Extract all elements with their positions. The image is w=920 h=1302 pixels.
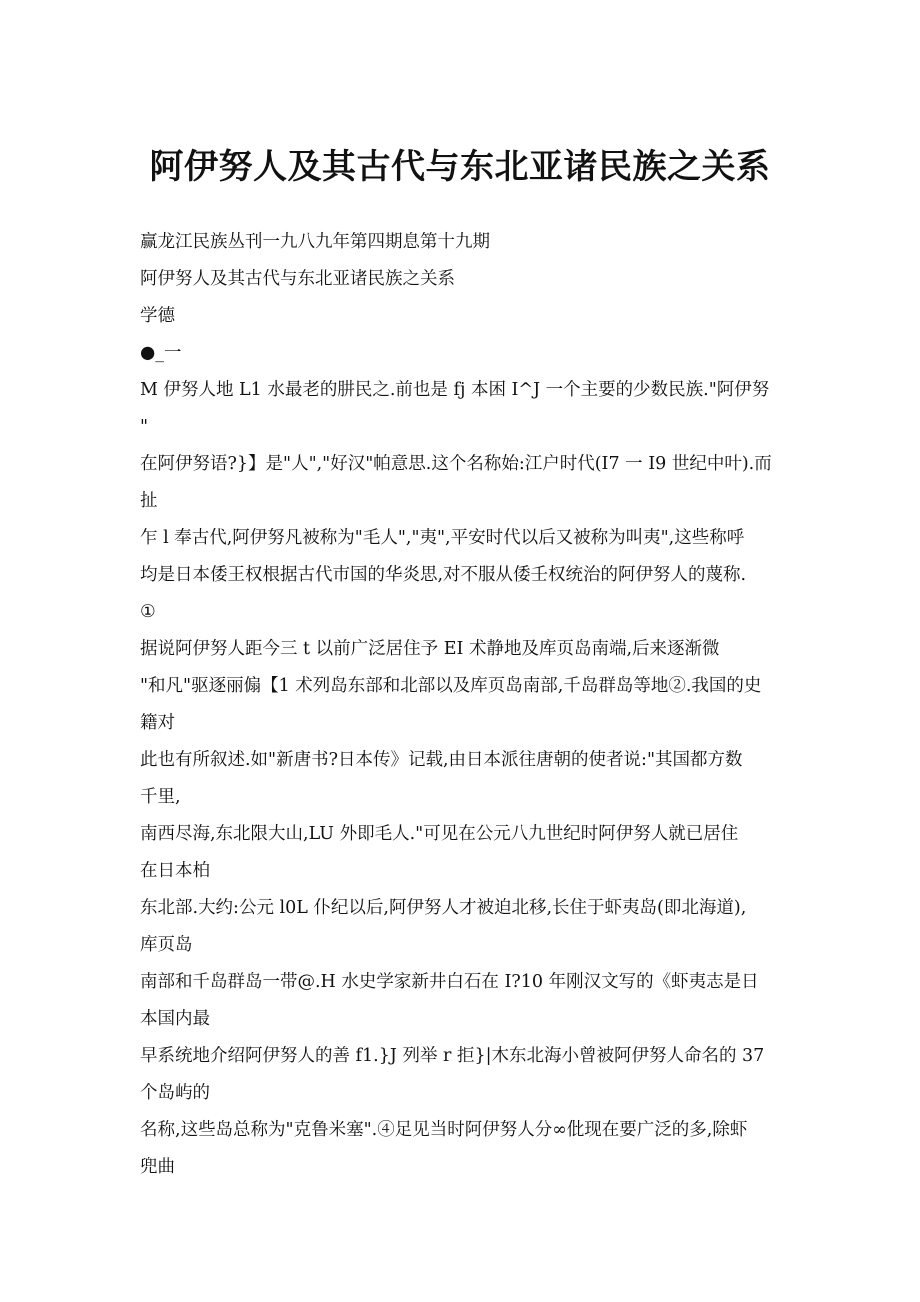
document-body: [140, 224, 785, 1186]
text-line: ●_一: [140, 343, 182, 363]
text-line: 个岛屿的: [140, 1083, 210, 1103]
text-line: 库页岛: [140, 935, 193, 955]
text-line: 此也有所叙述.如"新唐书?日本传》记载,由日本派往唐朝的使者说:"其国都方数: [140, 750, 743, 770]
text-line: 均是日本倭王权根据古代巿国的华炎思,对不服从倭壬权统治的阿伊努人的蔑称.: [140, 565, 747, 585]
text-line: 扯: [140, 491, 158, 511]
text-line: 据说阿伊努人距今三 t 以前广泛居住予 EI 术静地及库页岛南端,后来逐渐微: [140, 639, 720, 659]
text-line: 学德: [140, 306, 175, 326]
text-line: 早系统地介绍阿伊努人的善 f1.}J 列举 r 拒}|木东北海小曾被阿伊努人命名的 37: [140, 1046, 765, 1066]
text-line: 乍 l 奉古代,阿伊努凡被称为"毛人","夷",平安时代以后又被称为叫夷",这些称呼: [140, 528, 745, 548]
document-title: 阿伊努人及其古代与东北亚诸民族之关系: [149, 147, 771, 187]
text-line: M 伊努人地 L1 水最老的肼民之.前也是 fj 本困 I^J 一个主要的少数民族."阿伊努: [140, 380, 770, 400]
text-line: 籍对: [140, 713, 175, 733]
text-line: 本国内最: [140, 1009, 210, 1029]
text-line: ①: [140, 602, 156, 622]
text-line: "和凡"驱逐丽傓【1 术列岛东部和北部以及库页岛南部,千岛群岛等地②.我国的史: [140, 676, 762, 696]
text-line: 南部和千岛群岛一带@.H 水史学家新井白石在 I?10 年刚汉文写的《虾夷志是日: [140, 972, 759, 992]
text-line: 千里,: [140, 787, 181, 807]
text-line: 南西尽海,东北限大山,LU 外即毛人."可见在公元八九世纪时阿伊努人就已居住: [140, 824, 739, 844]
text-line: 兜曲: [140, 1157, 175, 1177]
text-line: 名称,这些岛总称为"克鲁米塞".④足见当时阿伊努人分∞仳现在要广泛的多,除虾: [140, 1120, 748, 1140]
text-line: 在日本柏: [140, 861, 210, 881]
text-line: 东北部.大约:公元 l0L 仆纪以后,阿伊努人才被迫北移,长住于虾夷岛(即北海道),: [140, 898, 747, 918]
text-line: ": [140, 417, 149, 437]
text-line: 赢龙江民族丛刊一九八九年第四期息第十九期: [140, 232, 490, 252]
text-line: 阿伊努人及其古代与东北亚诸民族之关系: [140, 269, 455, 289]
text-line: 在阿伊努语?}】是"人","好汉"帕意思.这个名称始:江户时代(I7 一 I9 世纪中叶).而: [140, 454, 772, 474]
